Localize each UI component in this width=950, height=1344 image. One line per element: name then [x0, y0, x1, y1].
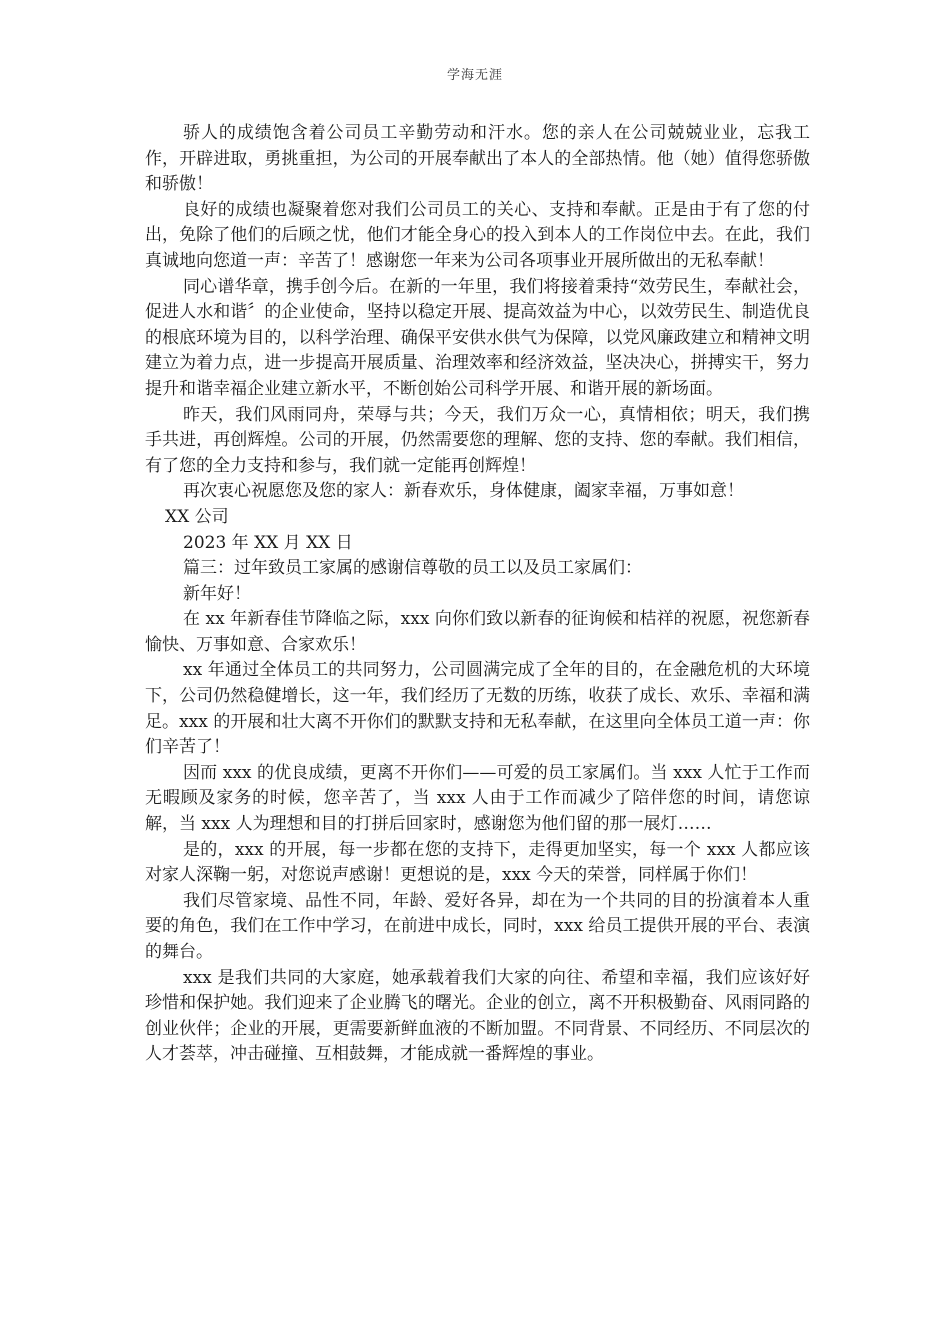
section-title: 篇三：过年致员工家属的感谢信尊敬的员工以及员工家属们： — [183, 558, 642, 579]
paragraph: 是的，xxx 的开展，每一步都在您的支持下，走得更加坚实，每一个 xxx 人都应该对家人深鞠一躬，对您说声感谢！更想说的是，xxx 今天的荣誉，同样属于你们！ — [145, 839, 811, 886]
document-body — [145, 121, 810, 1068]
paragraph: 同心谱华章，携手创今后。在新的一年里，我们将接着秉持“效劳民生，奉献社会，促进人水和谐〞的企业使命，坚持以稳定开展、提高效益为中心，以效劳民生、制造优良的根底环境为目的，以科学治理、确保平安供水供气为保障，以党风廉政建立和精神文明建立为着力点，进一步提高开展质量、治理效率和经济效益，坚决决心，拼搏实干，努力提升和谐幸福企业建立新水平，不断创始公司科学开展、和谐开展的新场面。 — [145, 276, 810, 399]
signature-date: 2023 年 XX 月 XX 日 — [183, 532, 353, 553]
greeting: 新年好！ — [183, 583, 251, 604]
paragraph: 我们尽管家境、品性不同，年龄、爱好各异，却在为一个共同的目的扮演着本人重要的角色，我们在工作中学习，在前进中成长，同时，xxx 给员工提供开展的平台、表演的舞台。 — [145, 890, 810, 962]
paragraph: 在 xx 年新春佳节降临之际，xxx 向你们致以新春的征询候和桔祥的祝愿，祝您新春愉快、万事如意、合家欢乐！ — [145, 609, 810, 655]
paragraph: xxx 是我们共同的大家庭，她承载着我们大家的向往、希望和幸福，我们应该好好珍惜和保护她。我们迎来了企业腾飞的曙光。企业的创立，离不开积极勤奋、风雨同路的创业伙伴；企业的开展，更需要新鲜血液的不断加盟。不同背景、不同经历、不同层次的人才荟萃，冲击碰撞、互相鼓舞，才能成就一番辉煌的事业。 — [145, 967, 810, 1065]
paragraph: 再次衷心祝愿您及您的家人：新春欢乐，身体健康，阖家幸福，万事如意！ — [183, 481, 744, 502]
page-header: 学海无涯 — [446, 68, 503, 83]
paragraph: 昨天，我们风雨同舟，荣辱与共；今天，我们万众一心，真情相依；明天，我们携手共进，再创辉煌。公司的开展，仍然需要您的理解、您的支持、您的奉献。我们相信，有了您的全力支持和参与，我们就一定能再创辉煌！ — [145, 404, 810, 476]
signature-company: XX 公司 — [165, 506, 229, 527]
paragraph: xx 年通过全体员工的共同努力，公司圆满完成了全年的目的，在金融危机的大环境下，公司仍然稳健增长，这一年，我们经历了无数的历练，收获了成长、欢乐、幸福和满足。xxx 的开展和壮大离不开你们的默默支持和无私奉献，在这里向全体员工道一声：你们辛苦了！ — [145, 660, 810, 758]
paragraph: 因而 xxx 的优良成绩，更离不开你们——可爱的员工家属们。当 xxx 人忙于工作而无暇顾及家务的时候，您辛苦了，当 xxx 人由于工作而减少了陪伴您的时间，请您谅解，当 xxx 人为理想和目的打拼后回家时，感谢您为他们留的那一展灯…… — [145, 762, 810, 835]
paragraph: 骄人的成绩饱含着公司员工辛勤劳动和汗水。您的亲人在公司兢兢业业，忘我工作，开辟进取，勇挑重担，为公司的开展奉献出了本人的全部热情。他（她）值得您骄傲和骄傲！ — [145, 123, 810, 195]
paragraph: 良好的成绩也凝聚着您对我们公司员工的关心、支持和奉献。正是由于有了您的付出，免除了他们的后顾之忧，他们才能全身心的投入到本人的工作岗位中去。在此，我们真诚地向您道一声：辛苦了！感谢您一年来为公司各项事业开展所做出的无私奉献！ — [145, 199, 810, 271]
